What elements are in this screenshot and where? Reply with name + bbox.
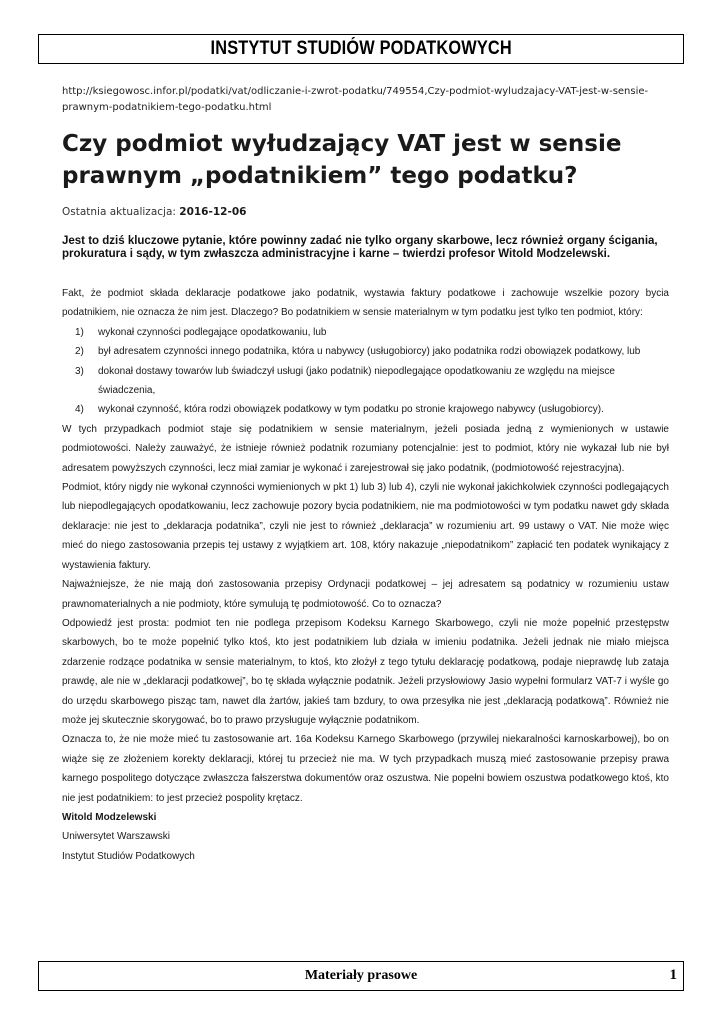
list-text: dokonał dostawy towarów lub świadczył usługi (jako podatnik) niepodlegające opodatkowaniu ze względu na miejsce świadczenia,	[98, 365, 615, 397]
list-number: 2)	[75, 346, 84, 358]
list-number: 4)	[75, 404, 84, 416]
footer-label: Materiały prasowe	[304, 968, 418, 983]
list-number: 1)	[75, 326, 84, 338]
header-title: INSTYTUT STUDIÓW PODATKOWYCH	[210, 38, 512, 59]
list-item	[62, 362, 669, 401]
updated-date: 2016-12-06	[179, 206, 247, 218]
paragraph: Podmiot, który nigdy nie wykonał czynności wymienionych w pkt 1) lub 3) lub 4), czyli nie wykonał jakichkolwiek czynności podlegających lub niepodlegających opodatkowaniu, lecz zachowuje pozory bycia podatnikiem, nie ma podmiotowości w tym podatku nawet gdy składa deklaracje: nie jest to „deklaracja podatnika”, czyli nie jest to również „deklaracja” w rozumieniu art. 99 ustawy o VAT. Nie może więc mieć do niego zastosowania przepis tej ustawy z wyjątkiem art. 108, który nakazuje „niepodatnikom” zapłacić ten podatek wynikający z wystawienia faktury.	[62, 482, 669, 571]
paragraph: Odpowiedź jest prosta: podmiot ten nie podlega przepisom Kodeksu Karnego Skarbowego, czyli nie może popełnić przestępstw skarbowych, bo te może popełnić tylko ktoś, kto jest podatnikiem lub działa w imieniu podatnika. Jeżeli jednak nie miało miejsca zdarzenie rodzące podatnika w sensie materialnym, to ktoś, kto złożył z tego tytułu deklarację podatkową, podaje nieprawdę lub zataja prawdę, ale nie w „deklaracji podatkowej”, bo tę składa wyłącznie podatnik. Jeżeli przysłowiowy Jasio wypełni formularz VAT-7 i wyśle go do urzędu skarbowego pisząc tam, nawet dla żartów, jakieś tam bzdury, to owa przesyłka nie jest „deklaracją podatkową”. Również nie może jej skutecznie skorygować, bo to prawo przysługuje wyłącznie podatnikom.	[62, 617, 669, 726]
header-banner	[38, 34, 684, 64]
article-body	[62, 284, 669, 866]
paragraph: Oznacza to, że nie może mieć tu zastosowanie art. 16a Kodeksu Karnego Skarbowego (przywilej niekaralności karnoskarbowej), bo on wiąże się ze złożeniem korekty deklaracji, której tu przecież nie ma. W tych przypadkach muszą mieć zastosowanie przepisy prawa karnego pospolitego dotyczące zwłaszcza fałszerstwa dokumentów oraz oszustwa. Nie popełni bowiem oszustwa podatkowego ktoś, kto nie jest podatnikiem: to jest przecież pospolity krętacz.	[62, 734, 669, 804]
paragraph: Najważniejsze, że nie mają doń zastosowania przepisy Ordynacji podatkowej – jej adresatem są podatnicy w rozumieniu ustaw prawnomaterialnych a nie podmioty, które symulują tę podmiotowość. Co to oznacza?	[62, 579, 669, 610]
paragraph: Fakt, że podmiot składa deklaracje podatkowe jako podatnik, wystawia faktury podatkowe i zachowuje wszelkie pozory bycia podatnikiem, nie oznacza że nim jest. Dlaczego? Bo podatnikiem w sensie materialnym w tym podatku jest tylko ten podmiot, który:	[62, 288, 669, 319]
last-updated	[62, 206, 246, 218]
criteria-list	[62, 323, 669, 420]
updated-label: Ostatnia aktualizacja:	[62, 206, 176, 218]
list-number: 3)	[75, 365, 84, 377]
list-item	[62, 342, 669, 361]
article-title: Czy podmiot wyłudzający VAT jest w sensie prawnym „podatnikiem” tego podatku?	[62, 131, 622, 189]
list-item	[62, 400, 669, 419]
list-item	[62, 323, 669, 342]
author-affiliation-university: Uniwersytet Warszawski	[62, 831, 170, 843]
source-url[interactable]: http://ksiegowosc.infor.pl/podatki/vat/odliczanie-i-zwrot-podatku/749554,Czy-podmiot-wyludzajacy-VAT-jest-w-sensie-prawnym-podatnikiem-tego-podatku.html	[62, 86, 649, 113]
article-lead: Jest to dziś kluczowe pytanie, które powinny zadać nie tylko organy skarbowe, lecz również organy ścigania, prokuratura i sądy, w tym zwłaszcza administracyjne i karne – twierdzi profesor Witold Modzelewski.	[62, 235, 658, 260]
author-name: Witold Modzelewski	[62, 811, 157, 823]
paragraph: W tych przypadkach podmiot staje się podatnikiem w sensie materialnym, jeżeli posiada jedną z wymienionych w ustawie podmiotowości. Należy zauważyć, że istnieje również podatnik rozumiany potencjalnie: jest to podmiot, który nie wykazał lub nie był adresatem powyższych czynności, lecz miał zamiar je wykonać i zarejestrował się jako podatnik, (podmiotowość rejestracyjna).	[62, 423, 669, 474]
list-text: wykonał czynność, która rodzi obowiązek podatkowy w tym podatku po stronie krajowego nabywcy (usługobiorcy).	[98, 404, 604, 416]
author-affiliation-institute: Instytut Studiów Podatkowych	[62, 850, 195, 862]
list-text: wykonał czynności podlegające opodatkowaniu, lub	[98, 326, 327, 338]
list-text: był adresatem czynności innego podatnika, która u nabywcy (usługobiorcy) jako podatnika rodzi obowiązek podatkowy, lub	[98, 346, 641, 358]
footer-banner	[38, 961, 684, 991]
page-number: 1	[669, 967, 677, 983]
